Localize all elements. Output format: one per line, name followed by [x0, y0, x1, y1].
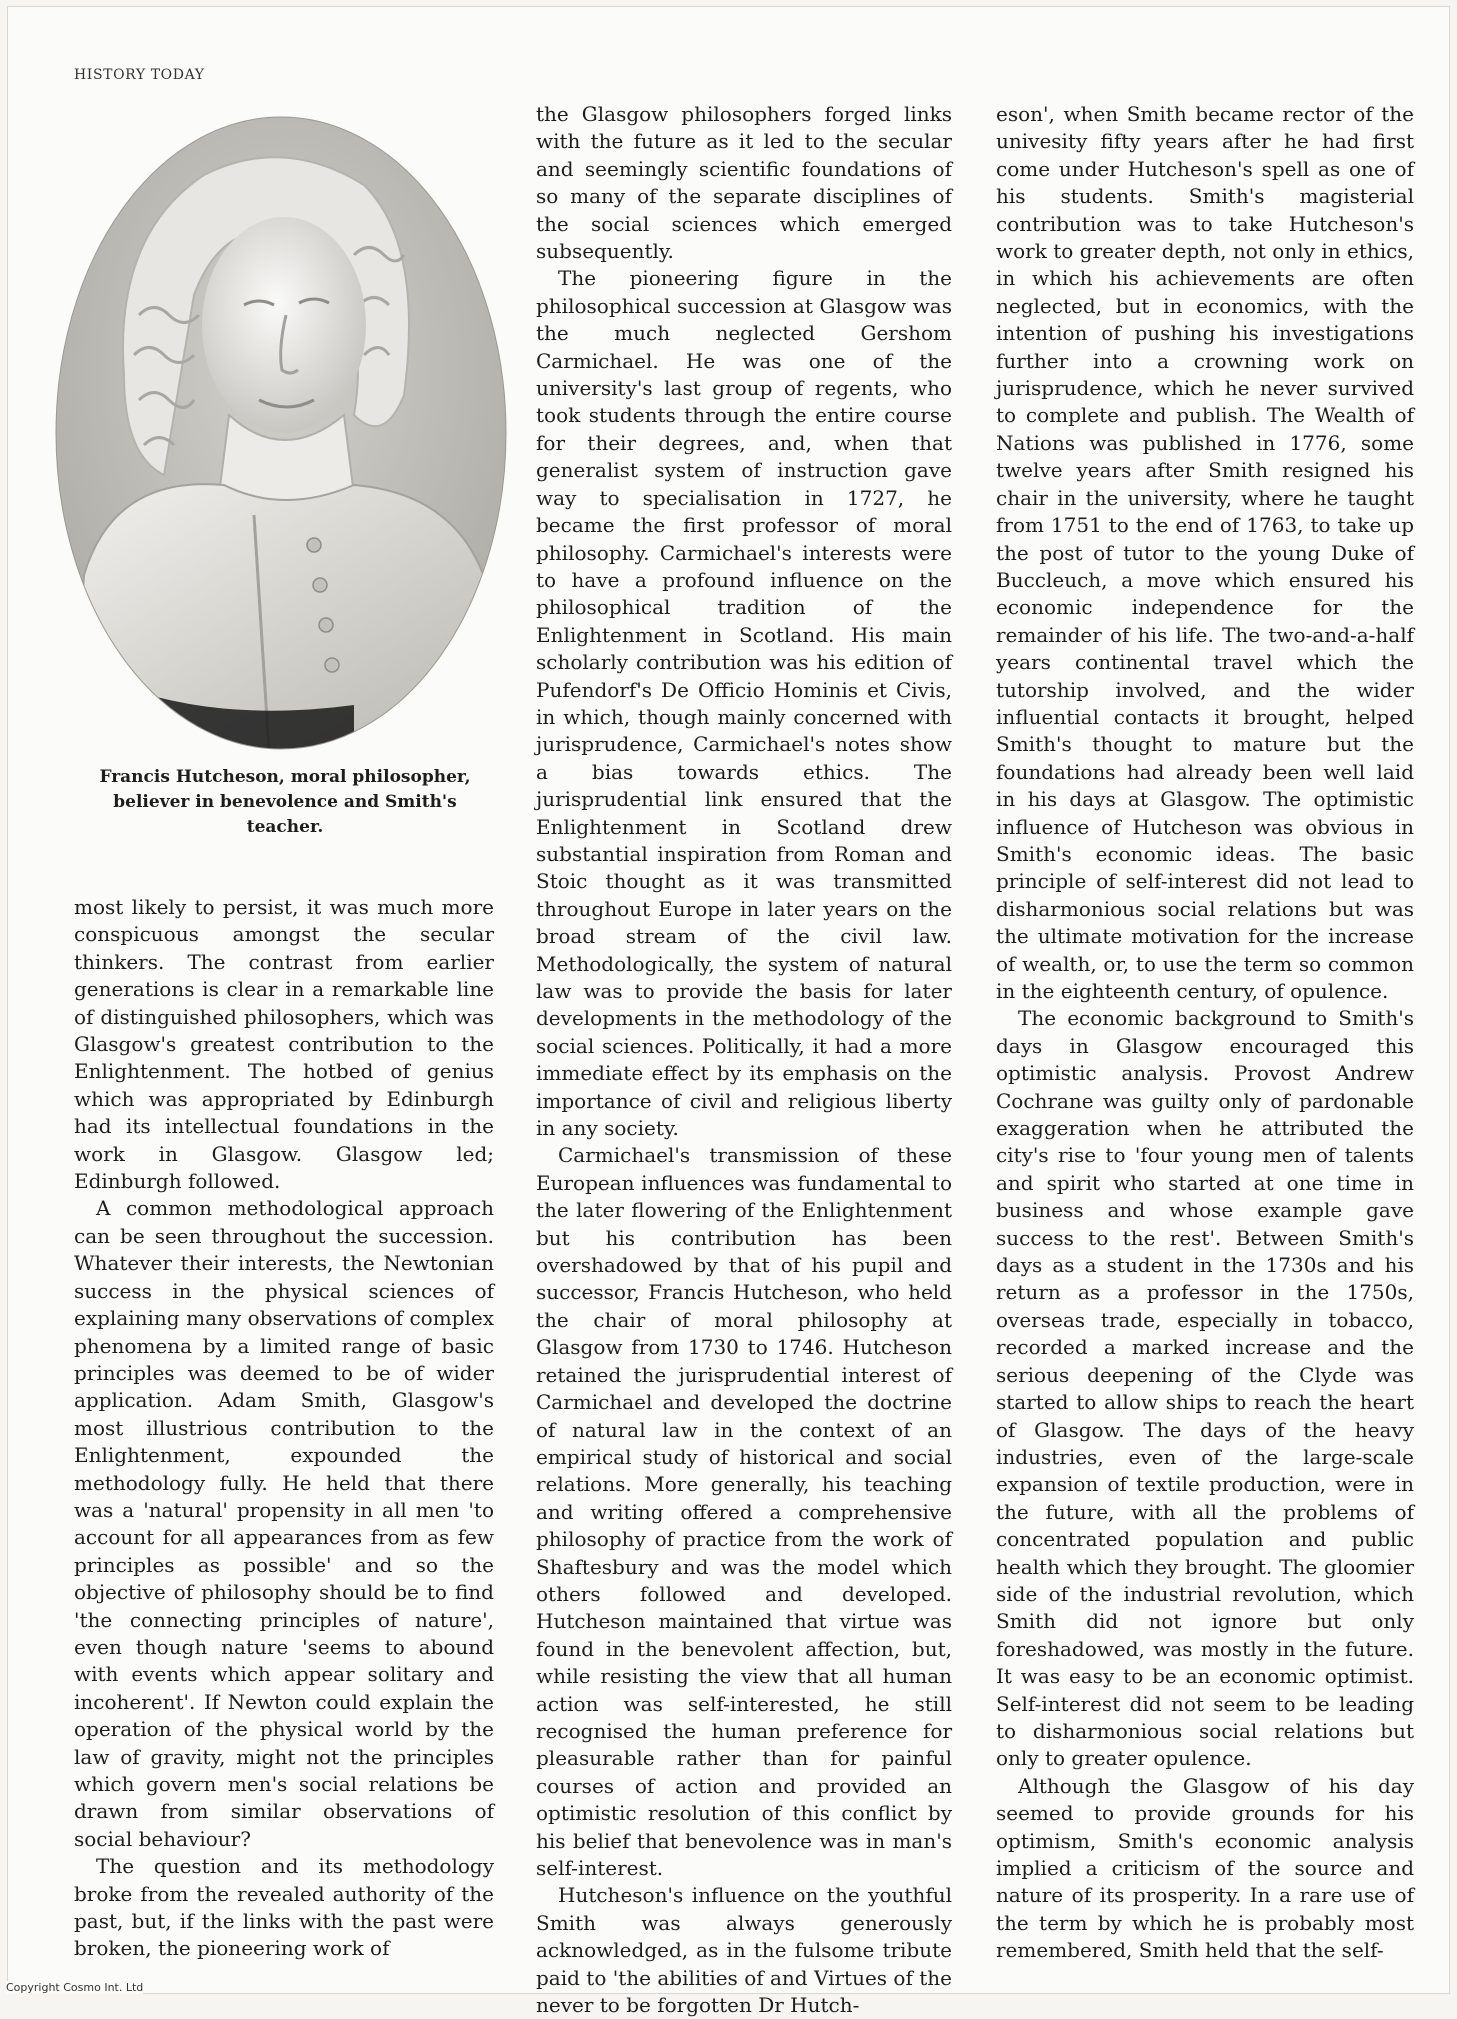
- column-3-paragraph-3: Although the Glasgow of his day seemed to provide grounds for his optimism, Smith's economic analysis implied a criticism of the source and nature of its prosperity. In a rare use of the term by which he is probably most remembered, Smith held that the self-: [996, 1773, 1414, 1963]
- article-column-1: [74, 894, 494, 1982]
- column-2-paragraph-3: Carmichael's transmission of these European influences was fundamental to the later flowering of the Enlightenment but his contribution has been overshadowed by that of his pupil and successor, Francis Hutcheson, who held the chair of moral philosophy at Glasgow from 1730 to 1746. Hutcheson retained the jurisprudential interest of Carmichael and developed the doctrine of natural law in the context of an empirical study of historical and social relations. More generally, his teaching and writing offered a comprehensive philosophy of practice from the work of Shaftesbury and was the model which others followed and developed. Hutcheson maintained that virtue was found in the benevolent affection, but, while resisting the view that all human action was self-interested, he still recognised the human preference for pleasurable rather than for painful courses of action and provided an optimistic resolution of this conflict by his belief that benevolence was in man's self-interest.: [536, 1143, 952, 1880]
- column-3-paragraph-2: The economic background to Smith's days in Glasgow encouraged this optimistic analysis. Provost Andrew Cochrane was guilty only of pardonable exaggeration when he attributed the city's rise to 'four young men of talents and spirit who started at one time in business and whose example gave success to the rest'. Between Smith's days as a student in the 1730s and his return as a professor in the 1750s, overseas trade, especially in tobacco, recorded a marked increase and the serious deepening of the Clyde was started to allow ships to reach the heart of Glasgow. The days of the heavy industries, even of the large-scale expansion of textile production, were in the future, with all the problems of concentrated population and public health which they brought. The gloomier side of the industrial revolution, which Smith did not ignore but only foreshadowed, was mostly in the future. It was easy to be an economic optimist. Self-interest did not seem to be leading to disharmonious social relations but only to greater opulence.: [996, 1006, 1414, 1771]
- column-1-paragraph-3: The question and its methodology broke from the revealed authority of the past, but, if the links with the past were broken, the pioneering work of: [74, 1854, 494, 1961]
- column-1-paragraph-2: A common methodological approach can be seen throughout the succession. Whatever their interests, the Newtonian success in the physical sciences of explaining many observations of complex phenomena by a limited range of basic principles was deemed to be of wider application. Adam Smith, Glasgow's most illustrious contribution to the Enlightenment, expounded the methodology fully. He held that there was a 'natural' propensity in all men 'to account for all appearances from as few principles as possible' and so the objective of philosophy should be to find 'the connecting principles of nature', even though nature 'seems to abound with events which appear solitary and incoherent'. If Newton could explain the operation of the physical world by the law of gravity, might not the principles which govern men's social relations be drawn from similar observations of social behaviour?: [74, 1196, 494, 1851]
- column-2-paragraph-1: the Glasgow philosophers forged links with the future as it led to the secular and seemingly scientific foundations of so many of the separate disciplines of the social sciences which emerged subsequently.: [536, 102, 952, 264]
- magazine-page: [7, 6, 1450, 2018]
- column-1-paragraph-1: most likely to persist, it was much more conspicuous amongst the secular thinkers. The contrast from earlier generations is clear in a remarkable line of distinguished philosophers, which was Glasgow's greatest contribution to the Enlightenment. The hotbed of genius which was appropriated by Edinburgh had its intellectual foundations in the work in Glasgow. Glasgow led; Edinburgh followed.: [74, 895, 494, 1194]
- running-head: HISTORY TODAY: [74, 67, 205, 83]
- hutcheson-portrait-image: [54, 115, 508, 751]
- copyright-notice: Copyright Cosmo Int. Ltd: [6, 1981, 144, 1994]
- portrait-caption: Francis Hutcheson, moral philosopher, believer in benevolence and Smith's teacher.: [99, 767, 471, 837]
- column-2-paragraph-2: The pioneering figure in the philosophical succession at Glasgow was the much neglected Gershom Carmichael. He was one of the university's last group of regents, who took students through the entire course for their degrees, and, when that generalist system of instruction gave way to specialisation in 1727, he became the first professor of moral philosophy. Carmichael's interests were to have a profound influence on the philosophical tradition of the Enlightenment in Scotland. His main scholarly contribution was his edition of Pufendorf's De Officio Hominis et Civis, in which, though mainly concerned with jurisprudence, Carmichael's notes show a bias towards ethics. The jurisprudential link ensured that the Enlightenment in Scotland drew substantial inspiration from Roman and Stoic thought as it was transmitted throughout Europe in later years on the broad stream of the civil law. Methodologically, the system of natural law was to provide the basis for later developments in the methodology of the social sciences. Politically, it had a more immediate effect by its emphasis on the importance of civil and religious liberty in any society.: [536, 266, 952, 1141]
- column-3-paragraph-1: eson', when Smith became rector of the univesity fifty years after he had first come under Hutcheson's spell as one of his students. Smith's magisterial contribution was to take Hutcheson's work to greater depth, not only in ethics, in which his achievements are often neglected, but in economics, with the intention of pushing his investigations further into a crowning work on jurisprudence, which he never survived to complete and publish. The Wealth of Nations was published in 1776, some twelve years after Smith resigned his chair in the university, where he taught from 1751 to the end of 1763, to take up the post of tutor to the young Duke of Buccleuch, a move which ensured his economic independence for the remainder of his life. The two-and-a-half years continental travel which the tutorship involved, and the wider influential contacts it brought, helped Smith's thought to mature but the foundations had already been well laid in his days at Glasgow. The optimistic influence of Hutcheson was obvious in Smith's economic ideas. The basic principle of self-interest did not lead to disharmonious social relations but was the ultimate motivation for the increase of wealth, or, to use the term so common in the eighteenth century, of opulence.: [996, 102, 1414, 1003]
- article-column-3: [996, 101, 1414, 1981]
- article-column-2: [536, 101, 952, 2018]
- column-2-paragraph-4: Hutcheson's influence on the youthful Smith was always generously acknowledged, as in the fulsome tribute paid to 'the abilities of and Virtues of the never to be forgotten Dr Hutch-: [536, 1883, 952, 2018]
